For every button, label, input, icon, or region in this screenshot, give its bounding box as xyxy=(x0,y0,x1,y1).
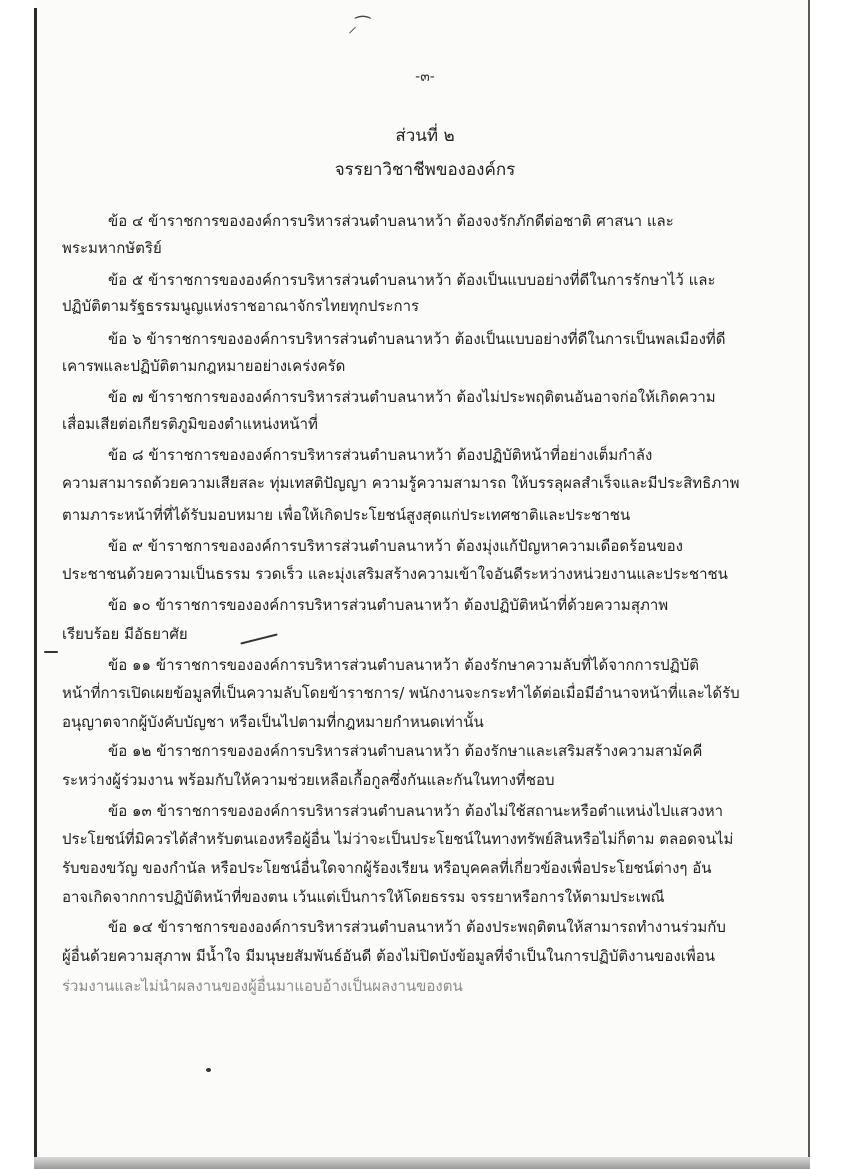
clause-11-line-3: อนุญาตจากผู้บังคับบัญชา หรือเป็นไปตามที่กฎหมายกำหนดเท่านั้น xyxy=(62,713,484,731)
clause-8-line-2: ความสามารถด้วยความเสียสละ ทุ่มเทสติปัญญา ความรู้ความสามารถ ให้บรรลุผลสำเร็จและมีประสิทธิภาพ xyxy=(62,474,740,492)
clause-5-line-2: ปฏิบัติตามรัฐธรรมนูญแห่งราชอาณาจักรไทยทุกประการ xyxy=(62,297,420,315)
clause-5-line-1: ข้อ ๕ ข้าราชการขององค์การบริหารส่วนตำบลนาหว้า ต้องเป็นแบบอย่างที่ดีในการรักษาไว้ และ xyxy=(108,271,716,289)
clause-13-line-3: รับของขวัญ ของกำนัล หรือประโยชน์อื่นใดจากผู้ร้องเรียน หรือบุคคลที่เกี่ยวข้องเพื่อประโยชน์ต่างๆ อัน xyxy=(62,859,712,877)
pen-stroke-mark xyxy=(240,633,277,644)
clause-13-line-4: อาจเกิดจากการปฏิบัติหน้าที่ของตน เว้นแต่เป็นการให้โดยธรรม จรรยาหรือการให้ตามประเพณี xyxy=(62,888,665,906)
clause-8-line-3: ตามภาระหน้าที่ที่ได้รับมอบหมาย เพื่อให้เกิดประโยชน์สูงสุดแก่ประเทศชาติและประชาชน xyxy=(62,506,631,524)
clause-11-line-1: ข้อ ๑๑ ข้าราชการขององค์การบริหารส่วนตำบลนาหว้า ต้องรักษาความลับที่ได้จากการปฏิบัติ xyxy=(108,656,699,674)
scan-speck xyxy=(44,651,58,653)
clause-13-line-2: ประโยชน์ที่มิควรได้สำหรับตนเองหรือผู้อื่น ไม่ว่าจะเป็นประโยชน์ในทางทรัพย์สินหรือไม่ก็ตาม ตลอดจนไม่ xyxy=(62,830,734,848)
clause-7-line-1: ข้อ ๗ ข้าราชการขององค์การบริหารส่วนตำบลนาหว้า ต้องไม่ประพฤติตนอันอาจก่อให้เกิดความ xyxy=(108,388,716,406)
clause-12-line-1: ข้อ ๑๒ ข้าราชการขององค์การบริหารส่วนตำบลนาหว้า ต้องรักษาและเสริมสร้างความสามัคคี xyxy=(108,742,703,760)
clause-13-line-1: ข้อ ๑๓ ข้าราชการขององค์การบริหารส่วนตำบลนาหว้า ต้องไม่ใช้สถานะหรือตำแหน่งไปแสวงหา xyxy=(108,802,723,820)
clause-14-line-2: ผู้อื่นด้วยความสุภาพ มีน้ำใจ มีมนุษยสัมพันธ์อันดี ต้องไม่ปิดบังข้อมูลที่จำเป็นในการปฏิบัติงานของเพื่อน xyxy=(62,947,715,965)
page-number: -๓- xyxy=(415,69,435,85)
punch-mark: ⸝ ͡ xyxy=(348,16,363,37)
clause-8-line-1: ข้อ ๘ ข้าราชการขององค์การบริหารส่วนตำบลนาหว้า ต้องปฏิบัติหน้าที่อย่างเต็มกำลัง xyxy=(108,446,653,464)
clause-9-line-1: ข้อ ๙ ข้าราชการขององค์การบริหารส่วนตำบลนาหว้า ต้องมุ่งแก้ปัญหาความเดือดร้อนของ xyxy=(108,537,683,555)
scan-speck xyxy=(206,1068,211,1072)
clause-10-line-2: เรียบร้อย มีอัธยาศัย xyxy=(62,625,188,643)
clause-6-line-2: เคารพและปฏิบัติตามกฎหมายอย่างเคร่งครัด xyxy=(62,357,346,375)
clause-10-line-1: ข้อ ๑๐ ข้าราชการขององค์การบริหารส่วนตำบลนาหว้า ต้องปฏิบัติหน้าที่ด้วยความสุภาพ xyxy=(108,596,669,614)
clause-6-line-1: ข้อ ๖ ข้าราชการขององค์การบริหารส่วนตำบลนาหว้า ต้องเป็นแบบอย่างที่ดีในการเป็นพลเมืองที่ดี xyxy=(108,330,726,348)
clause-7-line-2: เสื่อมเสียต่อเกียรติภูมิของตำแหน่งหน้าที่ xyxy=(62,415,318,433)
clause-9-line-2: ประชาชนด้วยความเป็นธรรม รวดเร็ว และมุ่งเสริมสร้างความเข้าใจอันดีระหว่างหน่วยงานและประชาชน xyxy=(62,565,728,583)
scan-shadow-bottom xyxy=(34,1157,810,1169)
clause-14-line-1: ข้อ ๑๔ ข้าราชการขององค์การบริหารส่วนตำบลนาหว้า ต้องประพฤติตนให้สามารถทำงานร่วมกับ xyxy=(108,918,726,936)
clause-11-line-2: หน้าที่การเปิดเผยข้อมูลที่เป็นความลับโดยข้าราชการ/ พนักงานจะกระทำได้ต่อเมื่อมีอำนาจหน้าที่และได้รับ xyxy=(62,684,740,702)
clause-14-line-3: ร่วมงานและไม่นำผลงานของผู้อื่นมาแอบอ้างเป็นผลงานของตน xyxy=(62,977,463,995)
part-title: ส่วนที่ ๒ xyxy=(395,126,455,146)
clause-4-line-1: ข้อ ๔ ข้าราชการขององค์การบริหารส่วนตำบลนาหว้า ต้องจงรักภักดีต่อชาติ ศาสนา และ xyxy=(108,212,674,230)
section-title: จรรยาวิชาชีพขององค์กร xyxy=(334,160,516,180)
clause-12-line-2: ระหว่างผู้ร่วมงาน พร้อมกับให้ความช่วยเหลือเกื้อกูลซึ่งกันและกันในทางที่ชอบ xyxy=(62,771,555,789)
clause-4-line-2: พระมหากษัตริย์ xyxy=(62,239,162,257)
